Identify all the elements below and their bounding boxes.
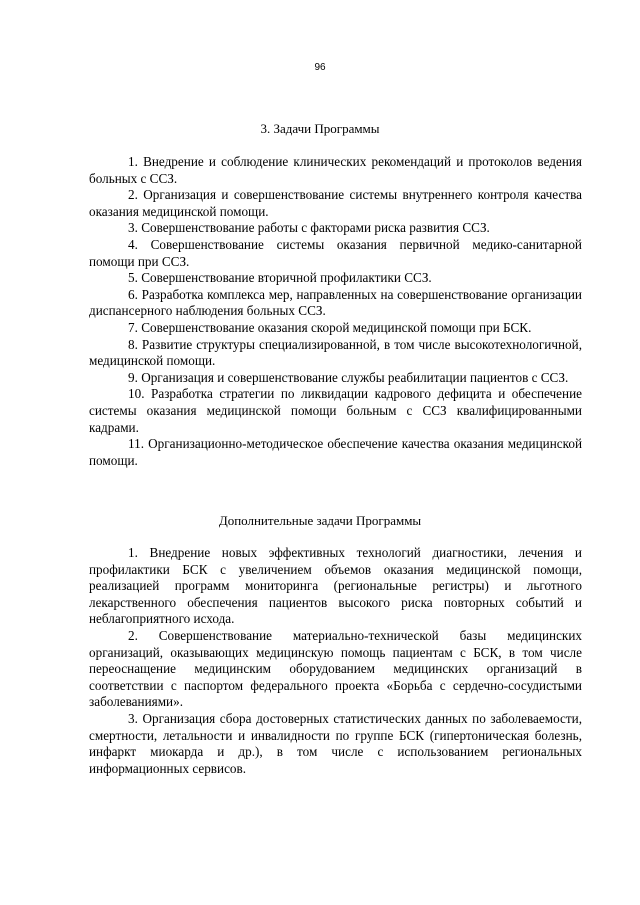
tasks-list [89, 154, 582, 469]
task-item: 11. Организационно-методическое обеспечение качества оказания медицинской помощи. [89, 436, 582, 468]
task-item: 4. Совершенствование системы оказания первичной медико-санитарной помощи при ССЗ. [89, 236, 582, 269]
task-item: 9. Организация и совершенствование службы реабилитации пациентов с ССЗ. [128, 369, 569, 385]
task-item: 5. Совершенствование вторичной профилактики ССЗ. [128, 270, 432, 286]
additional-task-item: 2. Совершенствование материально-технической базы медицинских организаций, оказывающих медицинскую помощь пациентам с БСК, в том числе переоснащение медицинским оборудованием медицинских организаций в соответствии с паспортом федерального проекта «Борьба с сердечно-сосудистыми заболеваниями». [89, 627, 582, 710]
task-item: 10. Разработка стратегии по ликвидации кадрового дефицита и обеспечение системы оказания медицинской помощи больным с ССЗ квалифицированными кадрами. [89, 386, 582, 435]
additional-tasks-list [89, 545, 582, 777]
additional-task-item: 3. Организация сбора достоверных статистических данных по заболеваемости, смертности, летальности и инвалидности по группе БСК (гипертоническая болезнь, инфаркт миокарда и др.), в том числе с использованием региональных информационных сервисов. [89, 710, 582, 776]
task-item: 8. Развитие структуры специализированной, в том числе высокотехнологичной, медицинской помощи. [89, 336, 582, 369]
task-item: 7. Совершенствование оказания скорой медицинской помощи при БСК. [128, 319, 532, 335]
task-item: 6. Разработка комплекса мер, направленных на совершенствование организации диспансерного наблюдения больных ССЗ. [89, 286, 582, 319]
additional-task-item: 1. Внедрение новых эффективных технологий диагностики, лечения и профилактики БСК с увеличением объемов оказания медицинской помощи, реализацией программ мониторинга (региональные регистры) и льготного лекарственного обеспечения пациентов высокого риска повторных событий и неблагоприятного исхода. [89, 545, 582, 627]
section-title: 3. Задачи Программы [260, 121, 380, 136]
page-number: 96 [314, 62, 326, 73]
task-item: 2. Организация и совершенствование системы внутреннего контроля качества оказания медицинской помощи. [89, 187, 582, 219]
additional-tasks-title: Дополнительные задачи Программы [218, 513, 422, 528]
task-item: 1. Внедрение и соблюдение клинических рекомендаций и протоколов ведения больных с ССЗ. [89, 154, 582, 186]
task-item: 3. Совершенствование работы с факторами риска развития ССЗ. [128, 220, 490, 236]
